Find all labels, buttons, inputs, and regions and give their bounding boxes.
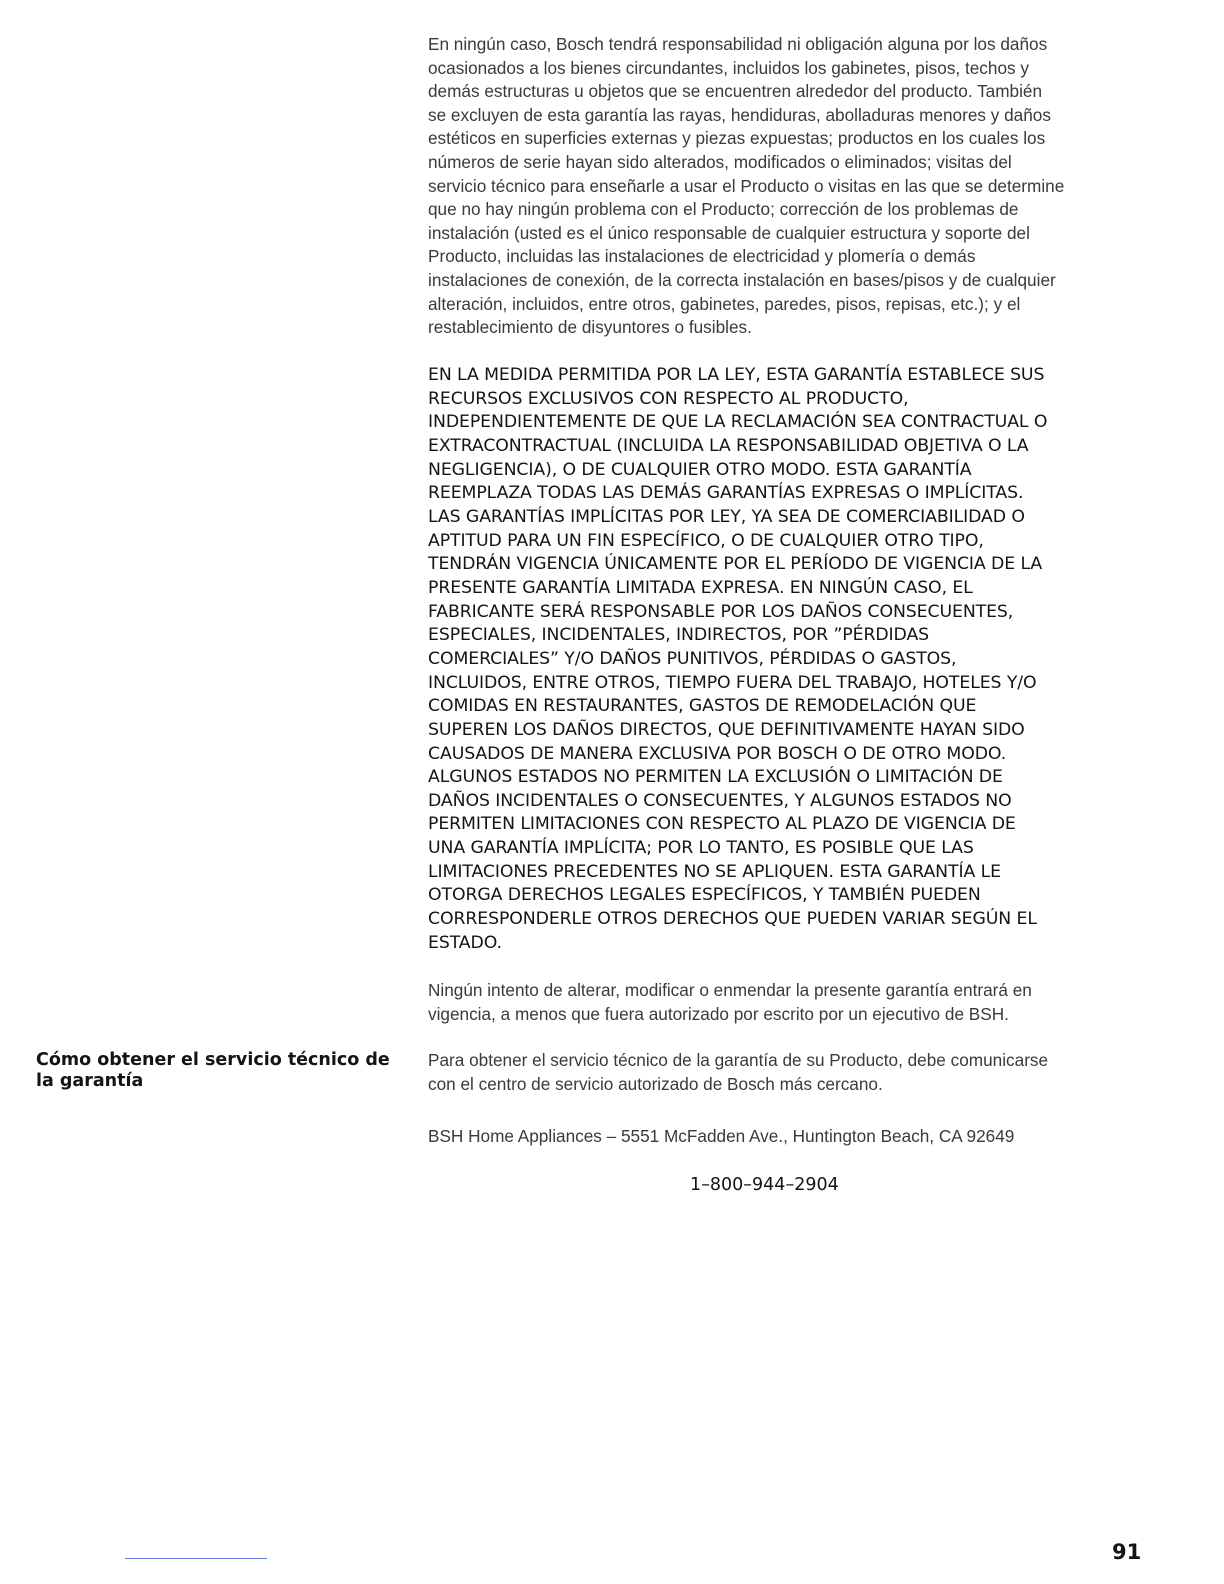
text-line: con el centro de servicio autorizado de Bosch más cercano.: [428, 1073, 883, 1094]
exclusions-paragraph: [428, 33, 1148, 340]
text-line: se excluyen de esta garantía las rayas, hendiduras, abolladuras menores y daños: [428, 104, 1051, 125]
footer-rule: [125, 1558, 267, 1559]
text-line: Ningún intento de alterar, modificar o enmendar la presente garantía entrará en: [428, 980, 1032, 1000]
text-line: CAUSADOS DE MANERA EXCLUSIVA POR BOSCH O DE OTRO MODO.: [428, 743, 1007, 764]
disclaimer-paragraph: [428, 364, 1047, 955]
text-line: EN LA MEDIDA PERMITIDA POR LA LEY, ESTA GARANTÍA ESTABLECE SUS: [428, 365, 1045, 385]
text-line: PERMITEN LIMITACIONES CON RESPECTO AL PLAZO DE VIGENCIA DE: [428, 814, 1016, 835]
text-line: En ningún caso, Bosch tendrá responsabilidad ni obligación alguna por los daños: [428, 34, 1048, 54]
amendment-paragraph: [428, 979, 1032, 1026]
service-paragraph: [428, 1049, 1048, 1096]
text-line: servicio técnico para enseñarle a usar el Producto o visitas en las que se determine: [428, 175, 1065, 196]
text-line: Para obtener el servicio técnico de la garantía de su Producto, debe comunicarse: [428, 1050, 1049, 1070]
text-line: NEGLIGENCIA), O DE CUALQUIER OTRO MODO. ESTA GARANTÍA: [428, 459, 972, 480]
text-line: DAÑOS INCIDENTALES O CONSECUENTES, Y ALGUNOS ESTADOS NO: [428, 790, 1012, 811]
text-line: alteración, incluidos, entre otros, gabinetes, paredes, pisos, repisas, etc.); y el: [428, 293, 1021, 314]
text-line: ocasionados a los bienes circundantes, incluidos los gabinetes, pisos, techos y: [428, 57, 1029, 78]
text-line: Producto, incluidas las instalaciones de electricidad y plomería o demás: [428, 246, 976, 267]
heading-line: Cómo obtener el servicio técnico de: [36, 1050, 390, 1070]
text-line: demás estructuras u objetos que se encuentren alrededor del producto. También: [428, 81, 1043, 102]
text-line: RECURSOS EXCLUSIVOS CON RESPECTO AL PRODUCTO,: [428, 388, 909, 409]
text-line: INDEPENDIENTEMENTE DE QUE LA RECLAMACIÓN SEA CONTRACTUAL O: [428, 412, 1048, 433]
text-line: OTORGA DERECHOS LEGALES ESPECÍFICOS, Y TAMBIÉN PUEDEN: [428, 885, 981, 906]
text-line: EXTRACONTRACTUAL (INCLUIDA LA RESPONSABILIDAD OBJETIVA O LA: [428, 435, 1029, 456]
text-line: números de serie hayan sido alterados, modificados o eliminados; visitas del: [428, 151, 1012, 172]
section-heading-warranty-service: [36, 1050, 396, 1091]
service-phone-number: 1–800–944–2904: [690, 1175, 839, 1195]
text-line: estéticos en superficies externas y piezas expuestas; productos en los cuales los: [428, 128, 1046, 149]
service-address: BSH Home Appliances – 5551 McFadden Ave., Huntington Beach, CA 92649: [428, 1126, 1015, 1146]
text-line: restablecimiento de disyuntores o fusibles.: [428, 317, 752, 338]
text-line: UNA GARANTÍA IMPLÍCITA; POR LO TANTO, ES POSIBLE QUE LAS: [428, 838, 974, 859]
text-line: instalación (usted es el único responsable de cualquier estructura y soporte del: [428, 222, 1030, 243]
text-line: FABRICANTE SERÁ RESPONSABLE POR LOS DAÑOS CONSECUENTES,: [428, 601, 1014, 622]
text-line: ESTADO.: [428, 932, 502, 953]
text-line: instalaciones de conexión, de la correcta instalación en bases/pisos y de cualquier: [428, 269, 1056, 290]
text-line: CORRESPONDERLE OTROS DERECHOS QUE PUEDEN VARIAR SEGÚN EL: [428, 909, 1037, 930]
text-line: INCLUIDOS, ENTRE OTROS, TIEMPO FUERA DEL TRABAJO, HOTELES Y/O: [428, 672, 1037, 693]
text-line: LIMITACIONES PRECEDENTES NO SE APLIQUEN. ESTA GARANTÍA LE: [428, 861, 1001, 882]
text-line: que no hay ningún problema con el Producto; corrección de los problemas de: [428, 199, 1019, 220]
text-line: SUPEREN LOS DAÑOS DIRECTOS, QUE DEFINITIVAMENTE HAYAN SIDO: [428, 719, 1025, 740]
text-line: COMIDAS EN RESTAURANTES, GASTOS DE REMODELACIÓN QUE: [428, 696, 977, 717]
text-line: ESPECIALES, INCIDENTALES, INDIRECTOS, POR ”PÉRDIDAS: [428, 625, 930, 646]
page-number: 91: [1112, 1540, 1142, 1564]
text-line: vigencia, a menos que fuera autorizado por escrito por un ejecutivo de BSH.: [428, 1003, 1009, 1024]
text-line: TENDRÁN VIGENCIA ÚNICAMENTE POR EL PERÍODO DE VIGENCIA DE LA: [428, 554, 1043, 575]
text-line: APTITUD PARA UN FIN ESPECÍFICO, O DE CUALQUIER OTRO TIPO,: [428, 530, 984, 551]
text-line: ALGUNOS ESTADOS NO PERMITEN LA EXCLUSIÓN O LIMITACIÓN DE: [428, 767, 1003, 788]
heading-line: la garantía: [36, 1070, 144, 1091]
text-line: REEMPLAZA TODAS LAS DEMÁS GARANTÍAS EXPRESAS O IMPLÍCITAS.: [428, 483, 1024, 504]
text-line: PRESENTE GARANTÍA LIMITADA EXPRESA. EN NINGÚN CASO, EL: [428, 577, 973, 598]
text-line: COMERCIALES” Y/O DAÑOS PUNITIVOS, PÉRDIDAS O GASTOS,: [428, 648, 957, 669]
text-line: LAS GARANTÍAS IMPLÍCITAS POR LEY, YA SEA DE COMERCIABILIDAD O: [428, 506, 1025, 527]
main-column: [428, 33, 1148, 1195]
